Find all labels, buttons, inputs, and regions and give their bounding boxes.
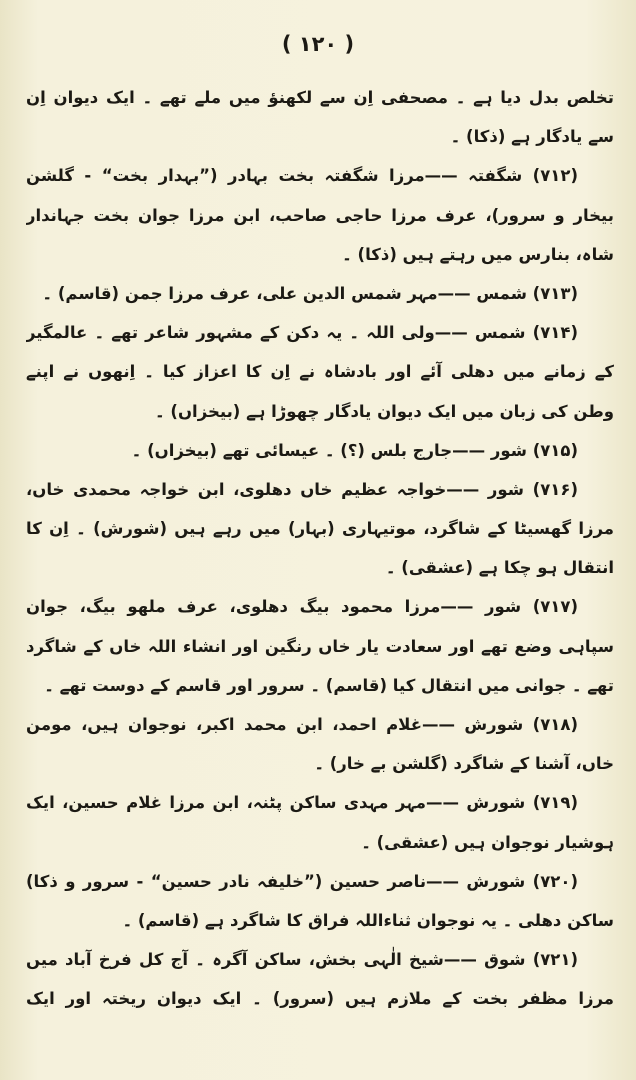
text-line: بیخار و سرور)، عرف مرزا حاجی صاحب، ابن مرزا جوان بخت جہاندار: [26, 205, 614, 225]
text-line: مرزا مظفر بخت کے ملازم ہیں (سرور) ۔ ایک دیوان ریختہ اور ایک: [26, 989, 614, 1009]
text-line: سپاہی وضع تھے اور سعادت یار خاں رنگین اور انشاء اللہ خاں کے شاگرد: [26, 636, 614, 656]
entry-715-line: (۷۱۵) شور ——جارج بلس (؟) ۔ عیسائی تھے (بیخزاں) ۔: [131, 440, 578, 460]
entry-717-line: (۷۱۷) شور ——مرزا محمود بیگ دھلوی، عرف ملھو بیگ، جوان: [26, 597, 578, 617]
entry-718-line: (۷۱۸) شورش ——غلام احمد، ابن محمد اکبر، نوجوان ہیں، مومن: [26, 715, 578, 734]
text-line: وطن کی زبان میں ایک دیوان یادگار چھوڑا ہے (بیخزاں) ۔: [155, 401, 614, 421]
entry-712-line: (۷۱۲) شگفتہ ——مرزا شگفتہ بخت بہادر (”بہدار بخت“ - گلشن: [26, 166, 578, 186]
entry-721-line: (۷۲۱) شوق ——شیخ الٰہی بخش، ساکن آگرہ ۔ آج کل فرخ آباد میں: [26, 950, 578, 970]
text-line: ہوشیار نوجوان ہیں (عشقی) ۔: [361, 832, 614, 852]
text-line: تھے ۔ جوانی میں انتقال کیا (قاسم) ۔ سرور اور قاسم کے دوست تھے ۔: [44, 675, 614, 695]
body-text: [26, 78, 614, 1019]
entry-720-line: (۷۲۰) شورش ——ناصر حسین (”خلیفہ نادر حسین“ - سرور و ذکا): [26, 871, 578, 891]
text-line: خاں، آشنا کے شاگرد (گلشن بے خار) ۔: [314, 754, 614, 774]
entry-716-line: (۷۱۶) شور ——خواجہ عظیم خاں دھلوی، ابن خواجہ محمدی خاں،: [26, 479, 578, 499]
text-line: ساکن دھلی ۔ یہ نوجوان ثناءاللہ فراق کا شاگرد ہے (قاسم) ۔: [122, 910, 614, 930]
entry-714-line: (۷۱۴) شمس ——ولی اللہ ۔ یہ دکن کے مشہور شاعر تھے ۔ عالمگیر: [26, 323, 578, 343]
text-line: سے یادگار ہے (ذکا) ۔: [450, 127, 614, 147]
text-line: تخلص بدل دیا ہے ۔ مصحفی اِن سے لکھنؤ میں ملے تھے ۔ ایک دیوان اِن: [26, 88, 614, 107]
text-line: مرزا گھسیٹا کے شاگرد، موتیہاری (بہار) میں رہے ہیں (شورش) ۔ اِن کا: [26, 519, 614, 539]
text-line: کے زمانے میں دھلی آئے اور بادشاہ نے اِن کا اعزاز کیا ۔ اِنھوں نے اپنے: [26, 362, 614, 382]
entry-719-line: (۷۱۹) شورش ——مہر مہدی ساکن پٹنہ، ابن مرزا غلام حسین، ایک: [26, 793, 578, 813]
page-number: ( ۱۲۰ ): [281, 32, 355, 56]
text-line: انتقال ہو چکا ہے (عشقی) ۔: [385, 558, 614, 578]
entry-713-line: (۷۱۳) شمس ——مہر شمس الدین علی، عرف مرزا جمن (قاسم) ۔: [42, 283, 578, 303]
text-line: شاہ، بنارس میں رہتے ہیں (ذکا) ۔: [342, 244, 614, 264]
